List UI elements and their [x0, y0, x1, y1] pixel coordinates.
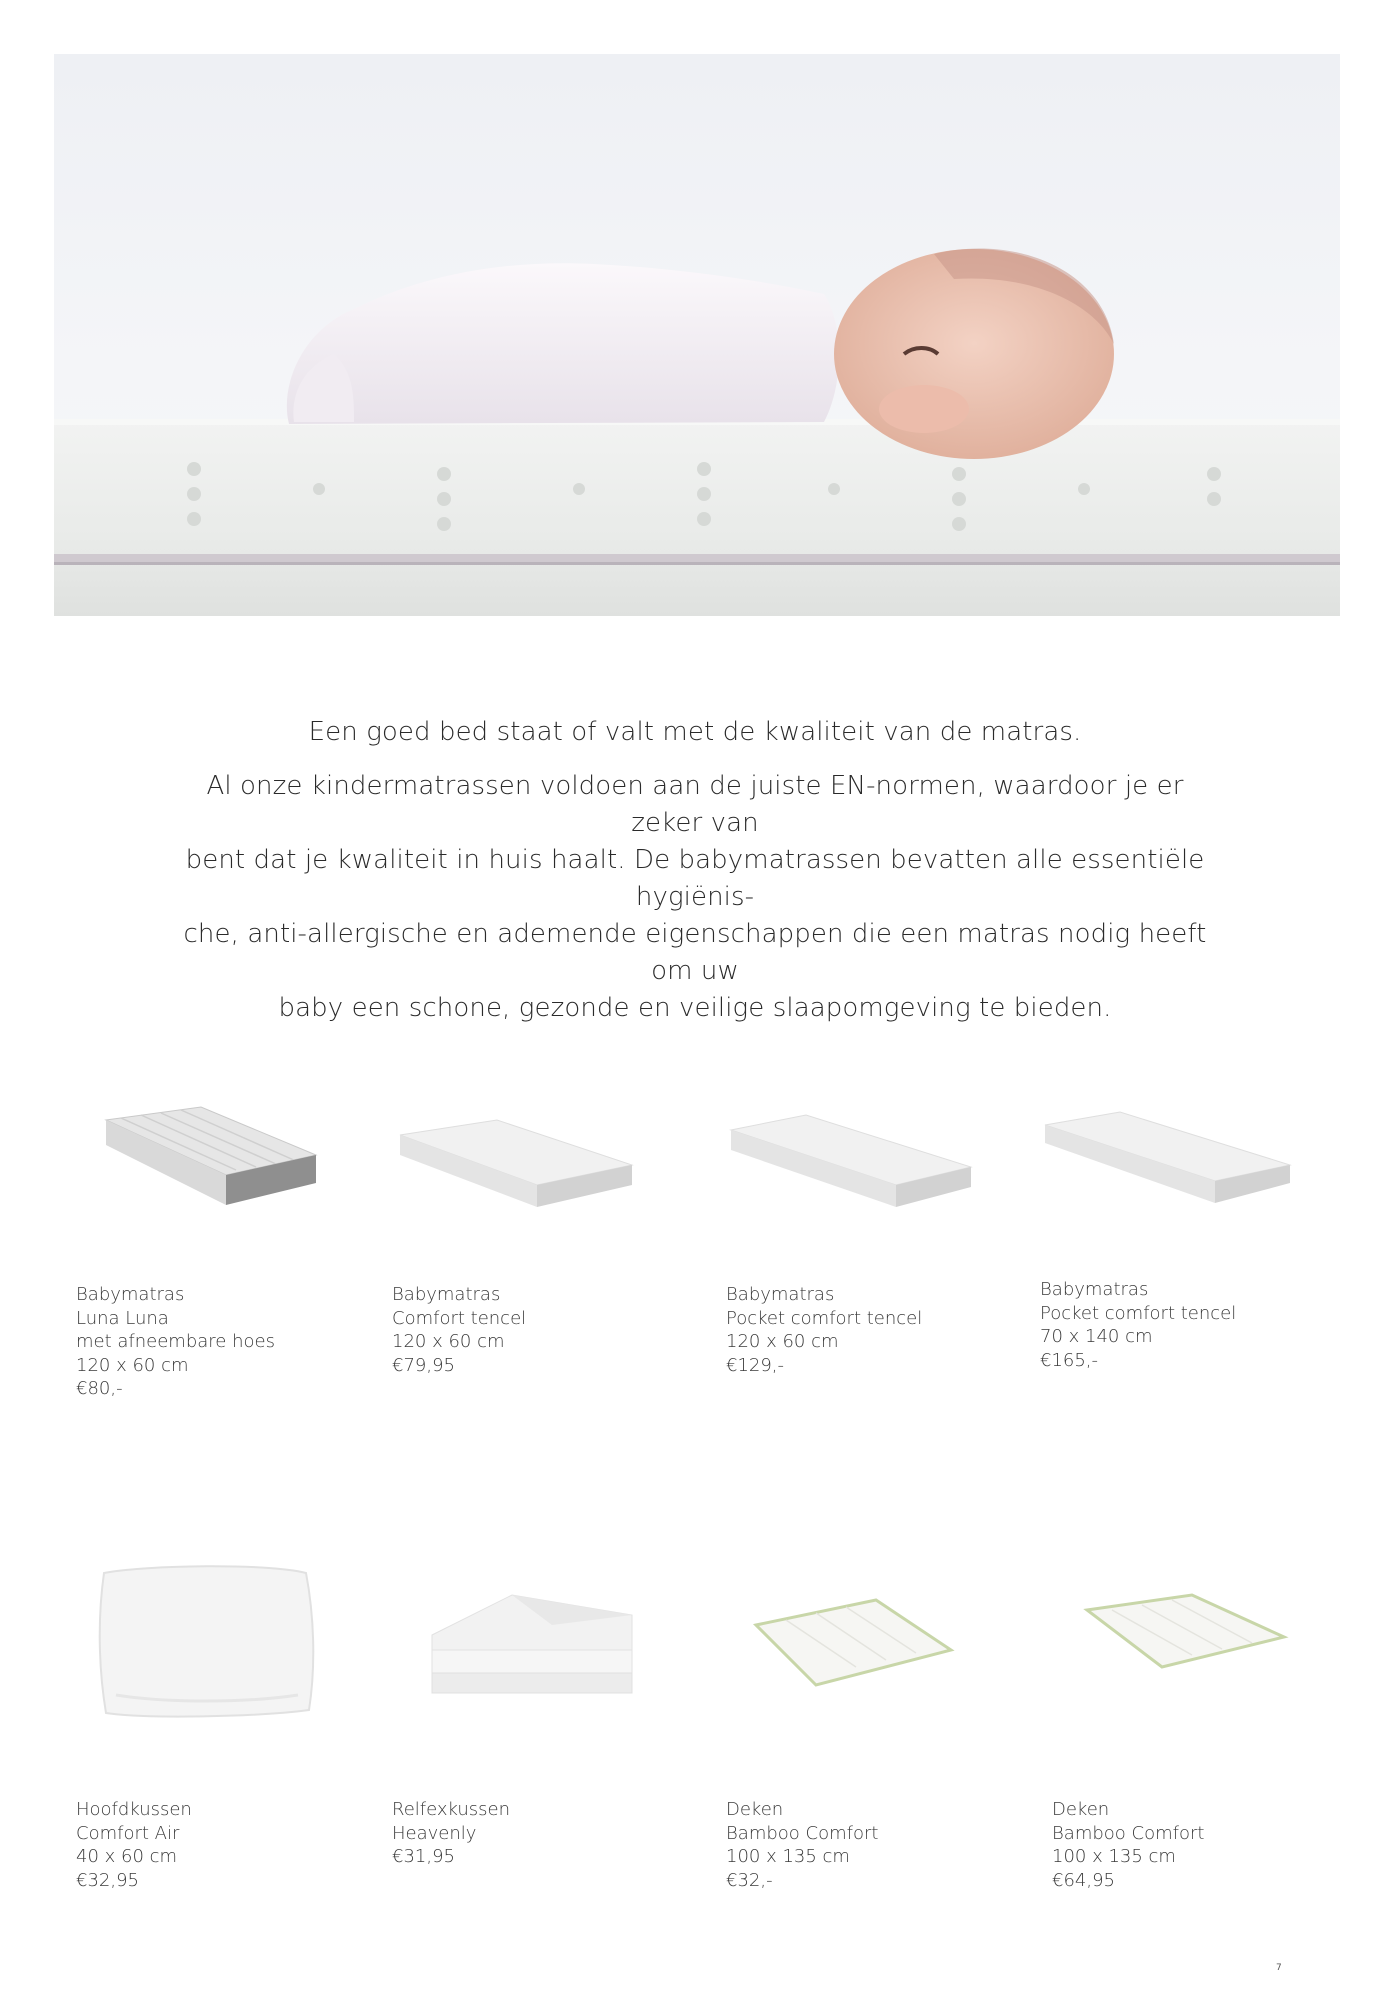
- intro-body: [170, 768, 1220, 1027]
- product-price: €64,95: [1052, 1869, 1115, 1891]
- baby-on-mattress-illustration: [54, 54, 1340, 616]
- intro-body-line: bent dat je kwaliteit in huis haalt. De babymatrassen bevatten alle essentiële hygiënis-: [185, 845, 1205, 912]
- product-name: Comfort tencel: [392, 1307, 527, 1329]
- intro-text: [170, 714, 1220, 1027]
- product-info: [726, 1283, 922, 1377]
- product-size: 120 x 60 cm: [392, 1331, 505, 1352]
- product-price: €129,-: [726, 1354, 785, 1376]
- mattress-image: [1040, 1085, 1300, 1235]
- product-size: 40 x 60 cm: [76, 1846, 178, 1867]
- pillow-image: [76, 1555, 336, 1725]
- product-name: Comfort Air: [76, 1822, 180, 1844]
- product-price: €31,95: [392, 1846, 455, 1867]
- product-price: €79,95: [392, 1354, 455, 1376]
- product-type: Babymatras: [726, 1284, 835, 1305]
- product-size: 70 x 140 cm: [1040, 1326, 1153, 1347]
- product-size: 100 x 135 cm: [726, 1846, 850, 1867]
- product-type: Deken: [1052, 1799, 1110, 1820]
- mattress-image: [392, 1085, 652, 1235]
- product-type: Babymatras: [1040, 1279, 1149, 1300]
- product-type: Babymatras: [76, 1284, 185, 1305]
- product-info: [726, 1798, 878, 1892]
- product-detail: met afneembare hoes: [76, 1331, 275, 1352]
- product-info: [1040, 1278, 1236, 1372]
- product-price: €165,-: [1040, 1349, 1099, 1371]
- intro-lead: Een goed bed staat of valt met de kwaliteit van de matras.: [308, 717, 1082, 747]
- hero-image: [54, 54, 1340, 616]
- product-info: [392, 1798, 510, 1869]
- product-info: [1052, 1798, 1204, 1892]
- blanket-image: [726, 1555, 986, 1725]
- quilted-mattress-image: [76, 1085, 336, 1235]
- product-name: Heavenly: [392, 1822, 477, 1844]
- blanket-image: [1052, 1555, 1312, 1725]
- product-size: 100 x 135 cm: [1052, 1846, 1176, 1867]
- wedge-pillow-image: [392, 1555, 652, 1725]
- product-size: 120 x 60 cm: [726, 1331, 839, 1352]
- product-info: [392, 1283, 526, 1377]
- product-name: Bamboo Comfort: [726, 1822, 879, 1844]
- product-type: Hoofdkussen: [76, 1799, 192, 1820]
- page-number: 7: [1276, 1963, 1282, 1973]
- intro-body-line: baby een schone, gezonde en veilige slaapomgeving te bieden.: [278, 993, 1112, 1023]
- product-size: 120 x 60 cm: [76, 1354, 189, 1376]
- product-type: Deken: [726, 1799, 784, 1820]
- product-price: €80,-: [76, 1378, 123, 1399]
- product-type: Babymatras: [392, 1284, 501, 1305]
- product-price: €32,-: [726, 1869, 773, 1891]
- product-name: Luna Luna: [76, 1307, 169, 1329]
- intro-body-line: che, anti-allergische en ademende eigenschappen die een matras nodig heeft om uw: [183, 919, 1207, 986]
- product-name: Pocket comfort tencel: [726, 1307, 923, 1329]
- product-type: Relfexkussen: [392, 1799, 511, 1820]
- product-info: [76, 1798, 192, 1892]
- product-price: €32,95: [76, 1869, 139, 1891]
- intro-body-line: Al onze kindermatrassen voldoen aan de juiste EN-normen, waardoor je er zeker van: [206, 771, 1184, 838]
- product-name: Bamboo Comfort: [1052, 1822, 1205, 1844]
- mattress-image: [726, 1085, 986, 1235]
- product-name: Pocket comfort tencel: [1040, 1302, 1237, 1324]
- product-info: [76, 1283, 275, 1401]
